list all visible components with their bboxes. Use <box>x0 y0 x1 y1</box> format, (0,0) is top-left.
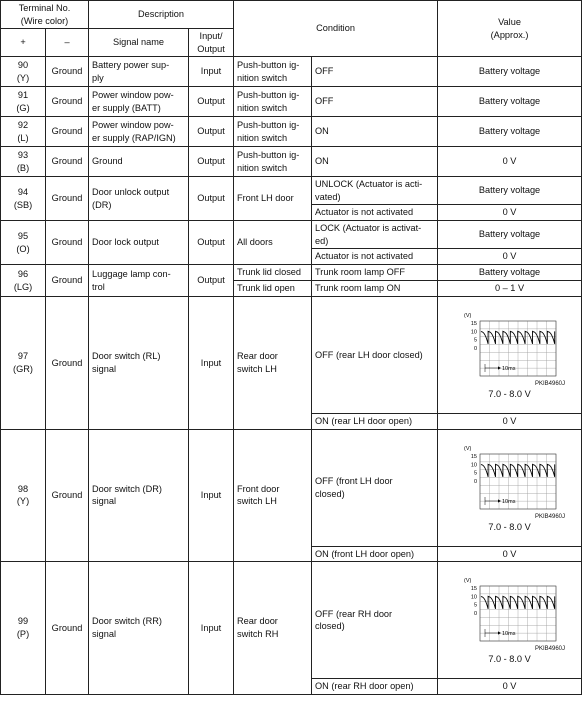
ground-cell: Ground <box>46 562 89 695</box>
condition-cell: Push-button ig- nition switch <box>234 87 312 117</box>
header-terminal: Terminal No. (Wire color) <box>1 1 89 29</box>
terminal-cell: 92 (L) <box>1 117 46 147</box>
condition-detail-cell: ON <box>312 117 438 147</box>
table-row <box>1 265 582 281</box>
terminal-cell: 91 (G) <box>1 87 46 117</box>
ground-cell: Ground <box>46 297 89 430</box>
terminal-cell: 97 (GR) <box>1 297 46 430</box>
table-row <box>1 429 582 546</box>
io-cell: Input <box>189 297 234 430</box>
condition-cell: Rear door switch RH <box>234 562 312 695</box>
condition-cell: Trunk lid closed <box>234 265 312 281</box>
signal-name-cell: Door switch (DR) signal <box>89 429 189 562</box>
condition-detail-cell: Trunk room lamp OFF <box>312 265 438 281</box>
header-input-output: Input/ Output <box>189 29 234 57</box>
header-signal-name: Signal name <box>89 29 189 57</box>
value-cell: Battery voltage <box>438 221 582 249</box>
condition-cell: All doors <box>234 221 312 265</box>
io-cell: Output <box>189 87 234 117</box>
terminal-cell: 98 (Y) <box>1 429 46 562</box>
waveform-graph <box>462 575 558 645</box>
terminal-cell: 93 (B) <box>1 147 46 177</box>
signal-name-cell: Power window pow- er supply (BATT) <box>89 87 189 117</box>
time-marker-label: 10ms <box>501 498 515 505</box>
ground-cell: Ground <box>46 265 89 297</box>
ground-cell: Ground <box>46 177 89 221</box>
condition-detail-cell: OFF (front LH door closed) <box>312 429 438 546</box>
time-marker-arrow <box>498 499 501 502</box>
condition-cell: Push-button ig- nition switch <box>234 147 312 177</box>
io-cell: Output <box>189 221 234 265</box>
condition-detail-cell: OFF (rear LH door closed) <box>312 297 438 414</box>
header-value: Value (Approx.) <box>438 1 582 57</box>
ground-cell: Ground <box>46 117 89 147</box>
time-marker-arrow <box>498 366 501 369</box>
condition-detail-cell: Actuator is not activated <box>312 205 438 221</box>
waveform-y-tick: 5 <box>473 337 477 344</box>
waveform-signal <box>481 596 555 609</box>
value-cell: Battery voltage <box>438 87 582 117</box>
waveform-value: 7.0 - 8.0 V <box>488 389 531 399</box>
ground-cell: Ground <box>46 87 89 117</box>
waveform-y-tick: 10 <box>470 329 477 336</box>
signal-name-cell: Luggage lamp con- trol <box>89 265 189 297</box>
condition-detail-cell: ON (rear RH door open) <box>312 679 438 695</box>
header-plus: + <box>1 29 46 57</box>
terminal-cell: 96 (LG) <box>1 265 46 297</box>
terminal-cell: 95 (O) <box>1 221 46 265</box>
table-row <box>1 562 582 679</box>
waveform-y-tick: 15 <box>470 586 477 592</box>
io-cell: Input <box>189 562 234 695</box>
waveform-value-cell <box>438 297 582 414</box>
waveform-unit: (V) <box>463 313 471 319</box>
waveform-y-tick: 5 <box>473 602 477 609</box>
waveform-value-cell <box>438 562 582 679</box>
waveform-graph <box>462 310 558 380</box>
condition-detail-cell: OFF <box>312 57 438 87</box>
condition-detail-cell: ON (rear LH door open) <box>312 414 438 430</box>
value-cell: 0 V <box>438 249 582 265</box>
value-cell: Battery voltage <box>438 265 582 281</box>
io-cell: Output <box>189 177 234 221</box>
waveform-graph <box>462 443 558 513</box>
waveform-y-tick: 5 <box>473 470 477 477</box>
waveform-y-tick: 0 <box>473 478 477 485</box>
table-row <box>1 57 582 87</box>
figure-code: PKIB4960J <box>535 513 566 520</box>
value-cell: 0 V <box>438 205 582 221</box>
signal-name-cell: Door switch (RL) signal <box>89 297 189 430</box>
waveform-y-tick: 0 <box>473 611 477 617</box>
ground-cell: Ground <box>46 147 89 177</box>
value-cell: 0 V <box>438 414 582 430</box>
waveform-unit: (V) <box>463 445 471 452</box>
waveform-y-tick: 0 <box>473 346 477 352</box>
header-description: Description <box>89 1 234 29</box>
io-cell: Output <box>189 117 234 147</box>
io-cell: Output <box>189 265 234 297</box>
waveform-value-cell <box>438 429 582 546</box>
table-row <box>1 177 582 205</box>
table-row <box>1 117 582 147</box>
io-cell: Input <box>189 429 234 562</box>
condition-detail-cell: LOCK (Actuator is activat- ed) <box>312 221 438 249</box>
condition-detail-cell: OFF <box>312 87 438 117</box>
condition-cell: Trunk lid open <box>234 281 312 297</box>
condition-cell: Push-button ig- nition switch <box>234 57 312 87</box>
value-cell: Battery voltage <box>438 177 582 205</box>
figure-code: PKIB4960J <box>535 381 566 387</box>
value-cell: 0 – 1 V <box>438 281 582 297</box>
terminal-cell: 90 (Y) <box>1 57 46 87</box>
condition-detail-cell: ON <box>312 147 438 177</box>
value-cell: Battery voltage <box>438 117 582 147</box>
time-marker-arrow <box>498 631 501 634</box>
condition-cell: Front LH door <box>234 177 312 221</box>
signal-name-cell: Ground <box>89 147 189 177</box>
header-minus: – <box>46 29 89 57</box>
io-cell: Output <box>189 147 234 177</box>
waveform-unit: (V) <box>463 578 471 584</box>
waveform-y-tick: 15 <box>470 321 477 327</box>
time-marker-label: 10ms <box>501 631 515 637</box>
table-row <box>1 221 582 249</box>
condition-cell: Rear door switch LH <box>234 297 312 430</box>
condition-detail-cell: UNLOCK (Actuator is acti- vated) <box>312 177 438 205</box>
value-cell: Battery voltage <box>438 57 582 87</box>
condition-cell: Push-button ig- nition switch <box>234 117 312 147</box>
value-cell: 0 V <box>438 147 582 177</box>
table-row <box>1 297 582 414</box>
condition-detail-cell: ON (front LH door open) <box>312 546 438 562</box>
terminal-cell: 94 (SB) <box>1 177 46 221</box>
waveform-y-tick: 10 <box>470 594 477 601</box>
signal-name-cell: Door lock output <box>89 221 189 265</box>
signal-name-cell: Door switch (RR) signal <box>89 562 189 695</box>
time-marker-label: 10ms <box>501 366 515 372</box>
waveform-y-tick: 15 <box>470 453 477 460</box>
condition-detail-cell: OFF (rear RH door closed) <box>312 562 438 679</box>
condition-cell: Front door switch LH <box>234 429 312 562</box>
signal-name-cell: Battery power sup- ply <box>89 57 189 87</box>
condition-detail-cell: Actuator is not activated <box>312 249 438 265</box>
io-cell: Input <box>189 57 234 87</box>
waveform-signal <box>481 464 555 477</box>
ground-cell: Ground <box>46 429 89 562</box>
value-cell: 0 V <box>438 679 582 695</box>
waveform-y-tick: 10 <box>470 461 477 468</box>
signal-name-cell: Door unlock output (DR) <box>89 177 189 221</box>
ground-cell: Ground <box>46 221 89 265</box>
header-condition: Condition <box>234 1 438 57</box>
figure-code: PKIB4960J <box>535 646 566 652</box>
waveform-value: 7.0 - 8.0 V <box>488 654 531 664</box>
terminal-cell: 99 (P) <box>1 562 46 695</box>
table-row <box>1 87 582 117</box>
waveform-signal <box>481 331 555 344</box>
condition-detail-cell: Trunk room lamp ON <box>312 281 438 297</box>
signal-name-cell: Power window pow- er supply (RAP/IGN) <box>89 117 189 147</box>
value-cell: 0 V <box>438 546 582 562</box>
ground-cell: Ground <box>46 57 89 87</box>
table-row <box>1 147 582 177</box>
waveform-value: 7.0 - 8.0 V <box>488 521 531 532</box>
